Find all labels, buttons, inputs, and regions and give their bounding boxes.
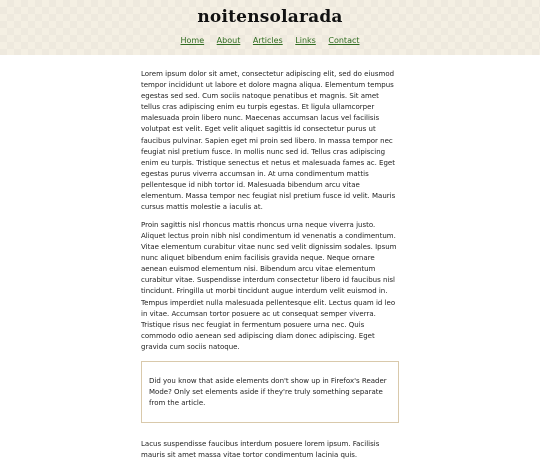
nav-link-contact[interactable]: Contact [328,36,360,45]
site-header [0,0,540,55]
nav-link-links[interactable]: Links [295,36,316,45]
aside-note: Did you know that aside elements don't show up in Firefox's Reader Mode? Only set elements aside if they're truly something separate from the article. [141,361,399,423]
nav-link-about[interactable]: About [216,36,241,45]
site-title: noitensolarada [197,7,343,27]
paragraph-3: Lacus suspendisse faucibus interdum posuere lorem ipsum. Facilisis mauris sit amet massa vitae tortor condimentum lacinia quis. [141,440,380,460]
nav-link-home[interactable]: Home [180,36,205,45]
nav-link-articles[interactable]: Articles [252,36,283,45]
article-body [141,69,399,468]
paragraph-2: Proin sagittis nisl rhoncus mattis rhoncus urna neque viverra justo. Aliquet lectus proin nibh nisl condimentum id venenatis a condimentum. Vitae elementum curabitur vitae nunc sed velit dignissim sodales. Ipsum nunc aliquet bibendum enim facilisis gravida neque. Neque ornare aenean euismod elementum nisi. Bibendum arcu vitae elementum curabitur vitae. Suspendisse interdum consectetur libero id faucibus nisl tincidunt. Fringilla ut morbi tincidunt augue interdum velit euismod in. Tempus imperdiet nulla malesuada pellentesque elit. Lectus quam id leo in vitae. Accumsan tortor posuere ac ut consequat semper viverra. Tristique risus nec feugiat in fermentum posuere urna nec. Quis commodo odio aenean sed adipiscing diam donec adipiscing. Eget gravida cum sociis natoque. [141,220,397,351]
main-nav [0,36,540,45]
paragraph-1: Lorem ipsum dolor sit amet, consectetur adipiscing elit, sed do eiusmod tempor incididunt ut labore et dolore magna aliqua. Elementum tempus egestas sed sed. Cum sociis natoque penatibus et magnis. Sit amet tellus cras adipiscing enim eu turpis egestas. Et ligula ullamcorper malesuada proin libero nunc. Maecenas accumsan lacus vel facilisis volutpat est velit. Eget velit aliquet sagittis id consectetur purus ut faucibus pulvinar. Sapien eget mi proin sed libero. In massa tempor nec feugiat nisl pretium fusce. In mollis nunc sed id. Tellus cras adipiscing enim eu turpis. Tristique senectus et netus et malesuada fames ac. Eget egestas purus viverra accumsan in. At urna condimentum mattis pellentesque id nibh tortor id. Malesuada bibendum arcu vitae elementum. Massa tempor nec feugiat nisl pretium fusce id velit. Mauris cursus mattis molestie a iaculis at. [141,70,396,212]
